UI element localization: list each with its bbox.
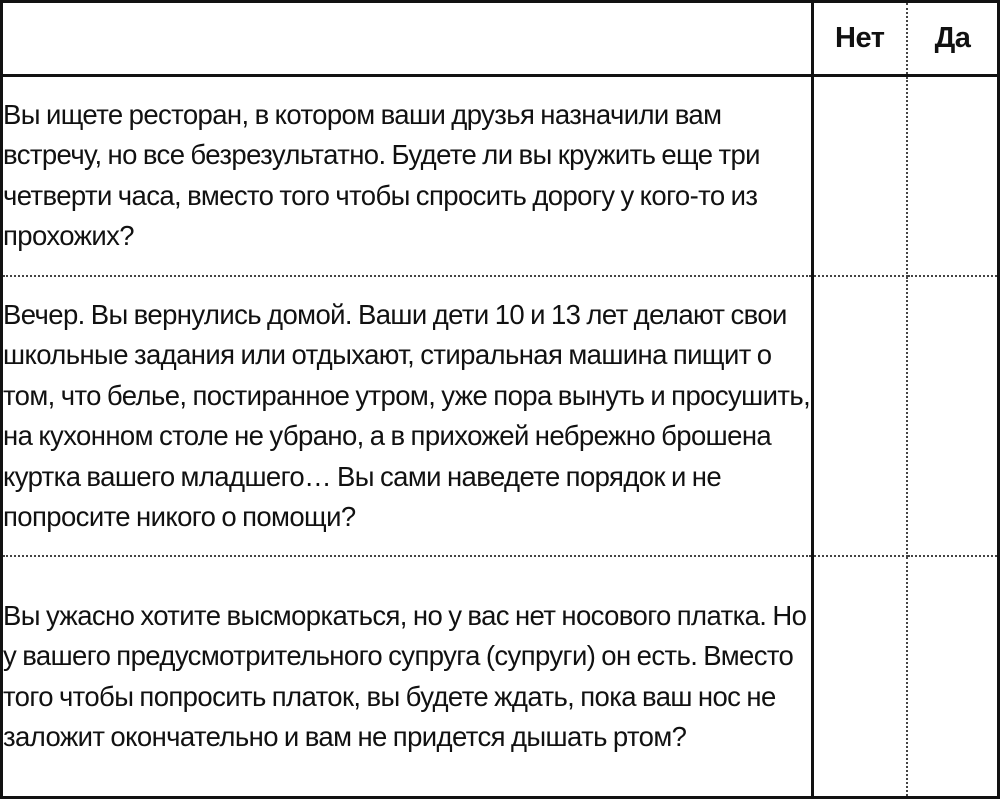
questionnaire-table <box>3 3 997 796</box>
question-cell <box>3 276 812 556</box>
no-column-header: Нет <box>812 3 907 75</box>
question-row-1 <box>3 75 997 276</box>
answer-no-cell[interactable] <box>812 276 907 556</box>
question-cell <box>3 556 812 796</box>
question-text: Вы ужасно хотите высморкаться, но у вас нет носового платка. Но у вашего предусмотрительного супруга (супруги) он есть. Вместо того чтобы попросить платок, вы будете ждать, пока ваш нос не заложит окончательно и вам не придется дышать ртом? <box>3 599 807 752</box>
answer-yes-cell[interactable] <box>907 556 997 796</box>
question-text: Вы ищете ресторан, в котором ваши друзья назначили вам встречу, но все безрезультатно. Будете ли вы кружить еще три четверти часа, вместо того чтобы спросить дорогу у кого-то из прохожих? <box>3 98 760 252</box>
question-column-header <box>3 3 812 75</box>
answer-no-cell[interactable] <box>812 556 907 796</box>
answer-no-cell[interactable] <box>812 75 907 276</box>
answer-yes-cell[interactable] <box>907 276 997 556</box>
table-header-row <box>3 3 997 75</box>
question-row-3 <box>3 556 997 796</box>
question-cell <box>3 75 812 276</box>
yes-column-header: Да <box>907 3 997 75</box>
question-row-2 <box>3 276 997 556</box>
answer-yes-cell[interactable] <box>907 75 997 276</box>
question-text: Вечер. Вы вернулись домой. Ваши дети 10 и 13 лет делают свои школьные задания или отдыхают, стиральная машина пищит о том, что белье, постиранное утром, уже пора вынуть и просушить, на кухонном столе не убрано, а в прихожей небрежно брошена куртка вашего младшего… Вы сами наведете порядок и не попросите никого о помощи? <box>3 298 811 532</box>
